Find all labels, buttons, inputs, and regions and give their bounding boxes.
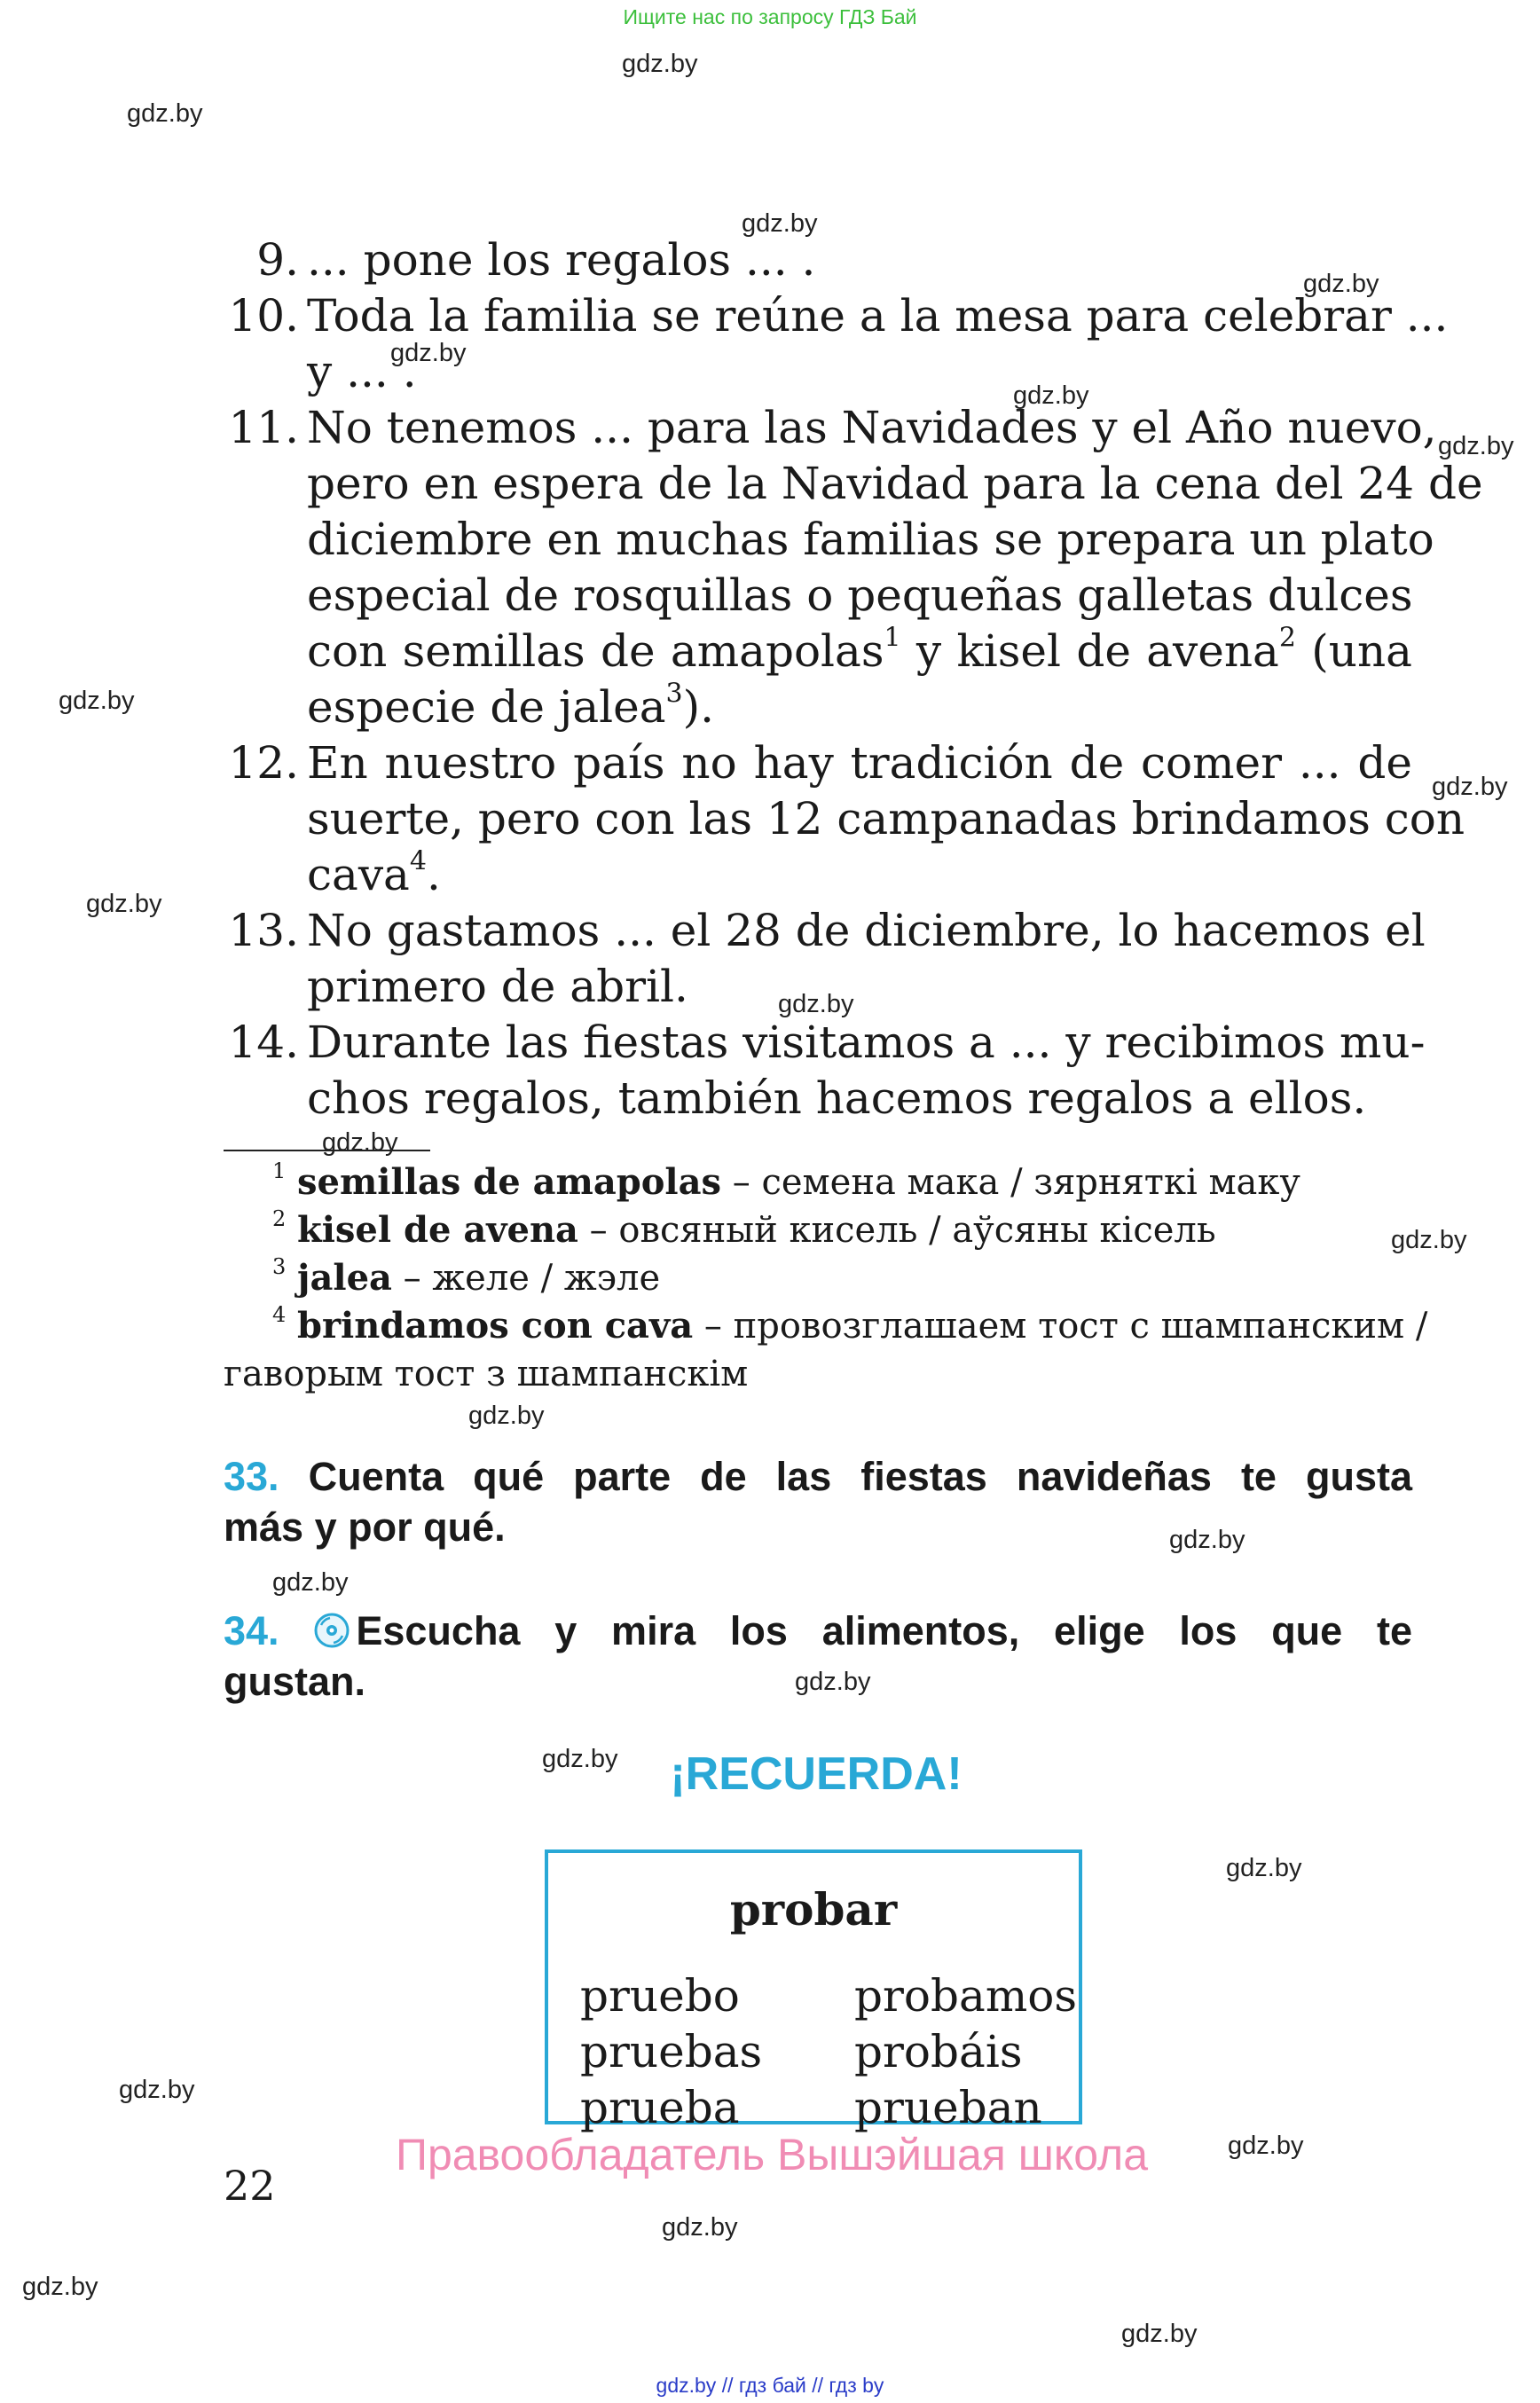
watermark: gdz.by (127, 99, 203, 128)
item-number: 13. (228, 905, 299, 956)
watermark: gdz.by (59, 687, 135, 715)
footnote-mark: 4 (272, 1302, 287, 1327)
footnote-term: jalea (297, 1257, 392, 1299)
footnote-gloss: – семена мака / зярняткі маку (721, 1162, 1300, 1203)
conjugation-form: probamos (854, 1970, 1078, 2022)
footnote-divider (224, 1150, 430, 1151)
conjugation-form: pruebas (580, 2026, 763, 2077)
copyright-notice: Правообладатель Вышэйшая школа (396, 2130, 1148, 2179)
text-line: cava$^4$. (307, 845, 441, 900)
footnote-3 (224, 1254, 1412, 1302)
footnote-gloss: – овсяный кисель / аўсяны кісель (578, 1210, 1216, 1251)
conjugation-form: prueban (854, 2082, 1042, 2133)
text-line: chos regalos, también hacemos regalos a ellos. (307, 1072, 1367, 1124)
footnote-line (224, 1302, 1428, 1350)
watermark: gdz.by (1169, 1526, 1245, 1554)
task-line: 33. Cuenta qué parte de las fiestas navideñas te gusta (224, 1454, 1412, 1499)
text-line: con semillas de amapolas$^1$ y kisel de avena$^2$ (una (307, 622, 1412, 677)
item-number: 11. (228, 402, 299, 453)
page-number: 22 (224, 2162, 276, 2210)
audio-cd-icon (313, 1612, 350, 1649)
task-33 (224, 1451, 1412, 1552)
text-line: No tenemos ... para las Navidades y el Año nuevo, (307, 402, 1437, 453)
footnote-ref: 4 (409, 845, 427, 877)
item-number: 9. (256, 234, 299, 286)
footnote-ref: 2 (1278, 622, 1296, 654)
watermark: gdz.by (1013, 381, 1089, 410)
footnote-2 (224, 1206, 1412, 1254)
item-text (307, 1015, 1426, 1127)
footnote-term: semillas de amapolas (297, 1161, 722, 1203)
conjugation-form: pruebo (580, 1970, 740, 2022)
footnote-term: kisel de avena (297, 1209, 578, 1251)
watermark: gdz.by (542, 1745, 618, 1773)
item-text (307, 903, 1426, 1015)
item-number: 12. (228, 737, 299, 789)
watermark: gdz.by (778, 990, 854, 1018)
text-line: No gastamos ... el 28 de diciembre, lo hacemos el (307, 905, 1426, 956)
footnote-gloss: – провозглашаем тост с шампанским / (693, 1306, 1428, 1347)
footnote-gloss: гаворым тост з шампанскім (224, 1354, 749, 1394)
watermark: gdz.by (742, 209, 818, 238)
recuerda-heading: ¡RECUERDA! (670, 1748, 962, 1800)
text-line: pero en espera de la Navidad para la cena del 24 de (307, 458, 1483, 509)
watermark: gdz.by (1432, 773, 1508, 801)
footnote-mark: 3 (272, 1254, 287, 1279)
task-line: 34. Escucha y mira los alimentos, elige los que te (224, 1608, 1412, 1653)
item-number: 14. (228, 1017, 299, 1068)
footnote-4 (224, 1302, 1428, 1398)
watermark: gdz.by (1438, 432, 1514, 460)
item-text (307, 735, 1465, 903)
task-line: más y por qué. (224, 1504, 506, 1550)
watermark: gdz.by (1226, 1854, 1302, 1882)
item-text (307, 232, 1412, 288)
footnote-term: brindamos con cava (297, 1305, 694, 1347)
watermark: gdz.by (795, 1668, 871, 1696)
text-line: especial de rosquillas o pequeñas galletas dulces (307, 569, 1413, 621)
task-34 (224, 1606, 1412, 1707)
watermark: gdz.by (272, 1568, 349, 1597)
watermark: gdz.by (322, 1128, 398, 1157)
text-line: Durante las fiestas visitamos a ... y recibimos mu- (307, 1017, 1426, 1068)
conjugation-box (545, 1849, 1082, 2133)
watermark: gdz.by (1228, 2132, 1304, 2160)
text-line: En nuestro país no hay tradición de comer ... de (307, 737, 1412, 789)
task-number: 34. (224, 1608, 279, 1653)
conjugation-form: prueba (580, 2082, 740, 2133)
footnote-1 (224, 1158, 1412, 1206)
conjugation-form: probáis (854, 2026, 1023, 2077)
footnote-mark: 2 (272, 1206, 287, 1231)
text-line: ... pone los regalos ... . (307, 234, 816, 286)
watermark: gdz.by (1391, 1226, 1467, 1254)
task-line: gustan. (224, 1659, 366, 1704)
text-line: Toda la familia se reúne a la mesa para celebrar ... (307, 290, 1449, 342)
item-text (307, 288, 1449, 400)
footnote-ref: 1 (884, 622, 901, 654)
verb-infinitive: probar (729, 1883, 898, 1936)
text-line: suerte, pero con las 12 campanadas brindamos con (307, 793, 1465, 844)
bottom-banner: gdz.by // гдз бай // гдз by (656, 2374, 884, 2397)
footnote-mark: 1 (272, 1158, 287, 1183)
watermark: gdz.by (22, 2273, 98, 2301)
text-line: y ... . (307, 346, 417, 397)
task-number: 33. (224, 1454, 279, 1499)
watermark: gdz.by (86, 890, 162, 918)
watermark: gdz.by (622, 50, 698, 78)
footnote-ref: 3 (665, 678, 683, 710)
watermark: gdz.by (662, 2213, 738, 2242)
text-line: primero de abril. (307, 961, 688, 1012)
watermark: gdz.by (1303, 270, 1379, 298)
footnote-gloss: – желе / жэле (391, 1258, 661, 1299)
watermark: gdz.by (468, 1402, 545, 1430)
watermark: gdz.by (119, 2076, 195, 2104)
item-number: 10. (228, 290, 299, 342)
text-line: diciembre en muchas familias se prepara un plato (307, 514, 1434, 565)
text-line: especie de jalea$^3$). (307, 678, 715, 733)
watermark: gdz.by (390, 339, 467, 367)
top-banner: Ищите нас по запросу ГДЗ Бай (623, 5, 917, 28)
watermark: gdz.by (1121, 2320, 1198, 2348)
